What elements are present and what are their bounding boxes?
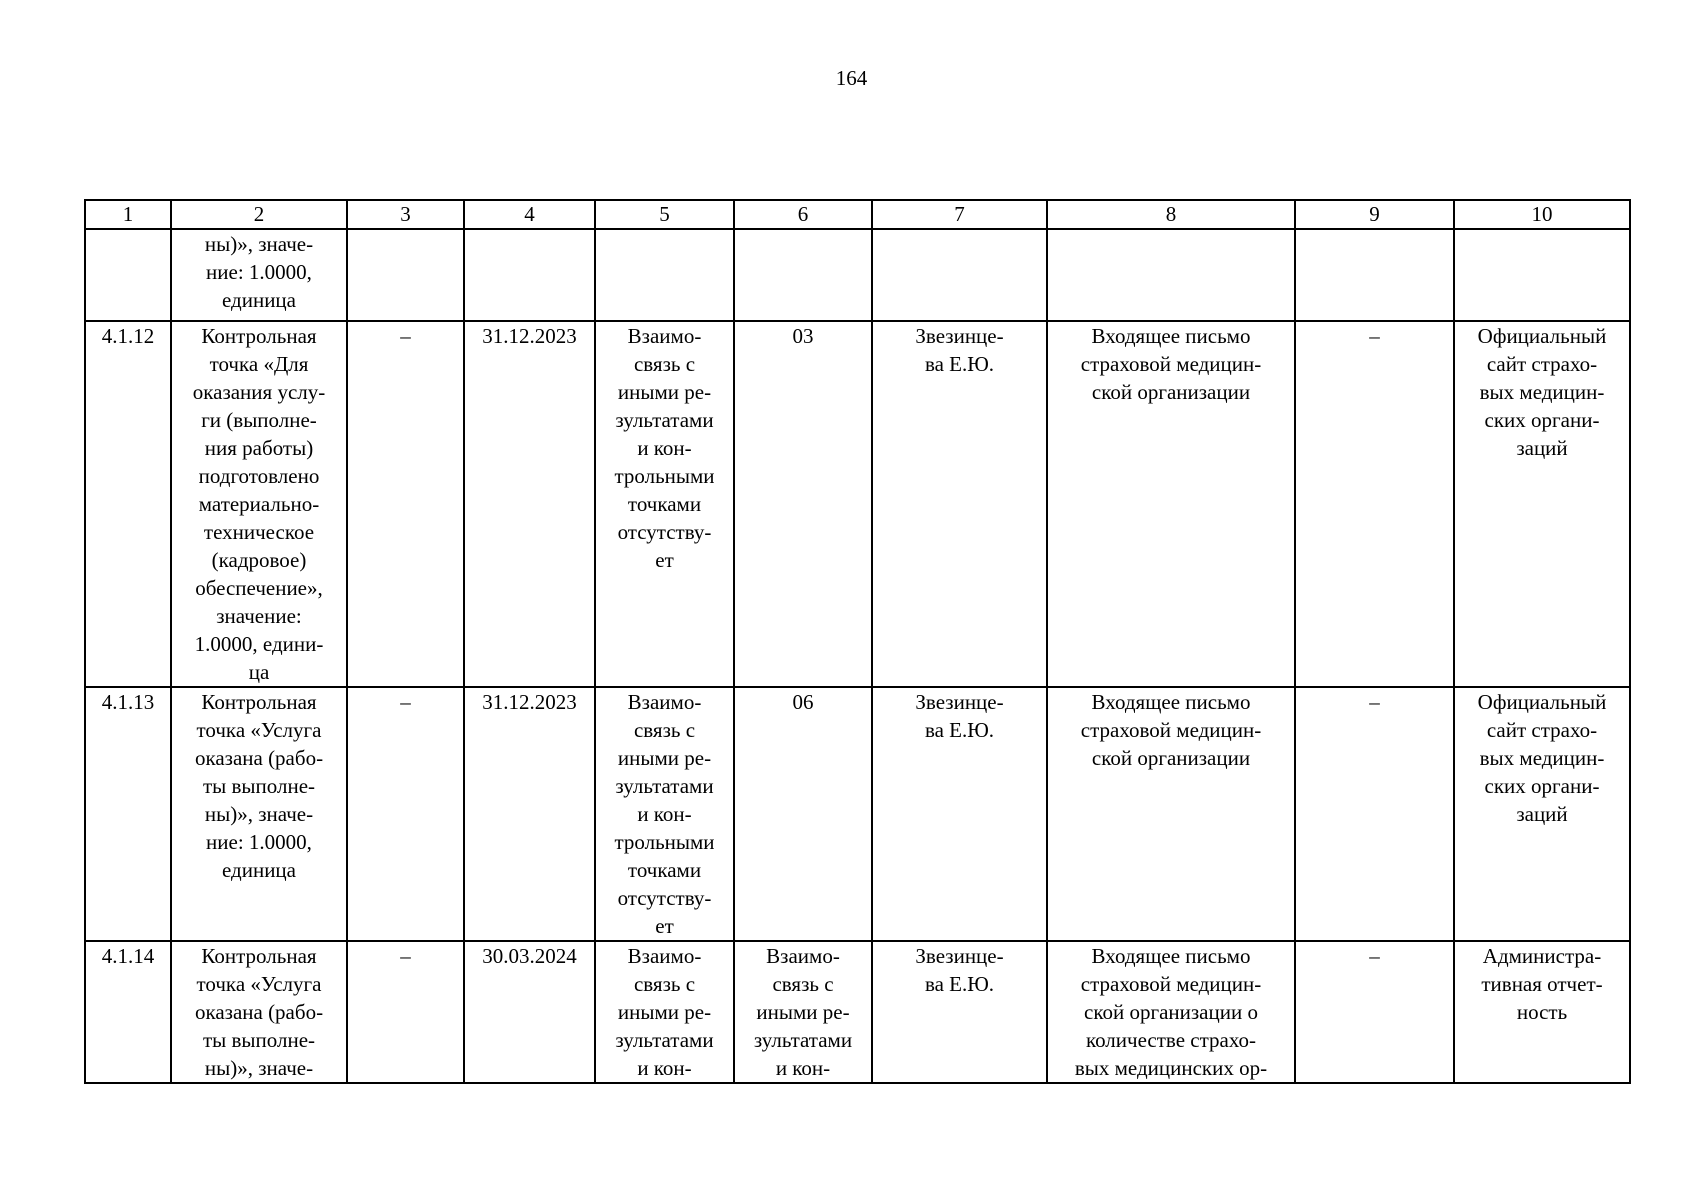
col-header-8: 8	[1047, 200, 1295, 229]
page-number: 164	[835, 66, 868, 90]
cell-document: Входящее письмо страховой медицин- ской организации	[1047, 687, 1295, 941]
table-row	[85, 687, 1630, 941]
cell-date: 31.12.2023	[464, 687, 595, 941]
cell-number: 4.1.13	[85, 687, 171, 941]
cell-control-point: ны)», значе- ние: 1.0000, единица	[171, 229, 347, 321]
cell-relation: Взаимо- связь с иными ре- зультатами и кон-	[595, 941, 734, 1083]
cell-col6	[734, 229, 872, 321]
cell-col9: –	[1295, 687, 1454, 941]
col-header-4: 4	[464, 200, 595, 229]
cell-document: Входящее письмо страховой медицин- ской организации о количестве страхо- вых медицинских ор-	[1047, 941, 1295, 1083]
cell-number	[85, 229, 171, 321]
cell-date	[464, 229, 595, 321]
cell-col6: 06	[734, 687, 872, 941]
cell-relation	[595, 229, 734, 321]
cell-col9	[1295, 229, 1454, 321]
col-header-9: 9	[1295, 200, 1454, 229]
col-header-6: 6	[734, 200, 872, 229]
cell-source: Официальный сайт страхо- вых медицин- ских органи- заций	[1454, 687, 1630, 941]
table-row	[85, 229, 1630, 321]
cell-col3	[347, 229, 464, 321]
col-header-5: 5	[595, 200, 734, 229]
cell-col3: –	[347, 941, 464, 1083]
cell-responsible: Звезинце- ва Е.Ю.	[872, 321, 1047, 687]
control-points-table	[84, 199, 1631, 1084]
header-row	[85, 200, 1630, 229]
cell-date: 31.12.2023	[464, 321, 595, 687]
cell-date: 30.03.2024	[464, 941, 595, 1083]
cell-responsible: Звезинце- ва Е.Ю.	[872, 687, 1047, 941]
cell-responsible	[872, 229, 1047, 321]
cell-number: 4.1.14	[85, 941, 171, 1083]
cell-col9: –	[1295, 941, 1454, 1083]
cell-control-point: Контрольная точка «Услуга оказана (рабо- ты выполне- ны)», значе-	[171, 941, 347, 1083]
col-header-2: 2	[171, 200, 347, 229]
table-row	[85, 321, 1630, 687]
cell-col3: –	[347, 321, 464, 687]
cell-control-point: Контрольная точка «Для оказания услу- ги (выполне- ния работы) подготовлено материально- техническое (кадровое) обеспечение», значение: 1.0000, едини- ца	[171, 321, 347, 687]
cell-document: Входящее письмо страховой медицин- ской организации	[1047, 321, 1295, 687]
cell-col6: 03	[734, 321, 872, 687]
cell-responsible: Звезинце- ва Е.Ю.	[872, 941, 1047, 1083]
col-header-1: 1	[85, 200, 171, 229]
cell-relation: Взаимо- связь с иными ре- зультатами и кон- трольными точками отсутству- ет	[595, 321, 734, 687]
col-header-3: 3	[347, 200, 464, 229]
cell-col6: Взаимо- связь с иными ре- зультатами и кон-	[734, 941, 872, 1083]
cell-col3: –	[347, 687, 464, 941]
cell-col9: –	[1295, 321, 1454, 687]
col-header-10: 10	[1454, 200, 1630, 229]
cell-source	[1454, 229, 1630, 321]
cell-number: 4.1.12	[85, 321, 171, 687]
cell-source: Официальный сайт страхо- вых медицин- ских органи- заций	[1454, 321, 1630, 687]
table-row	[85, 941, 1630, 1083]
cell-relation: Взаимо- связь с иными ре- зультатами и кон- трольными точками отсутству- ет	[595, 687, 734, 941]
col-header-7: 7	[872, 200, 1047, 229]
cell-document	[1047, 229, 1295, 321]
cell-source: Администра- тивная отчет- ность	[1454, 941, 1630, 1083]
cell-control-point: Контрольная точка «Услуга оказана (рабо- ты выполне- ны)», значе- ние: 1.0000, единица	[171, 687, 347, 941]
